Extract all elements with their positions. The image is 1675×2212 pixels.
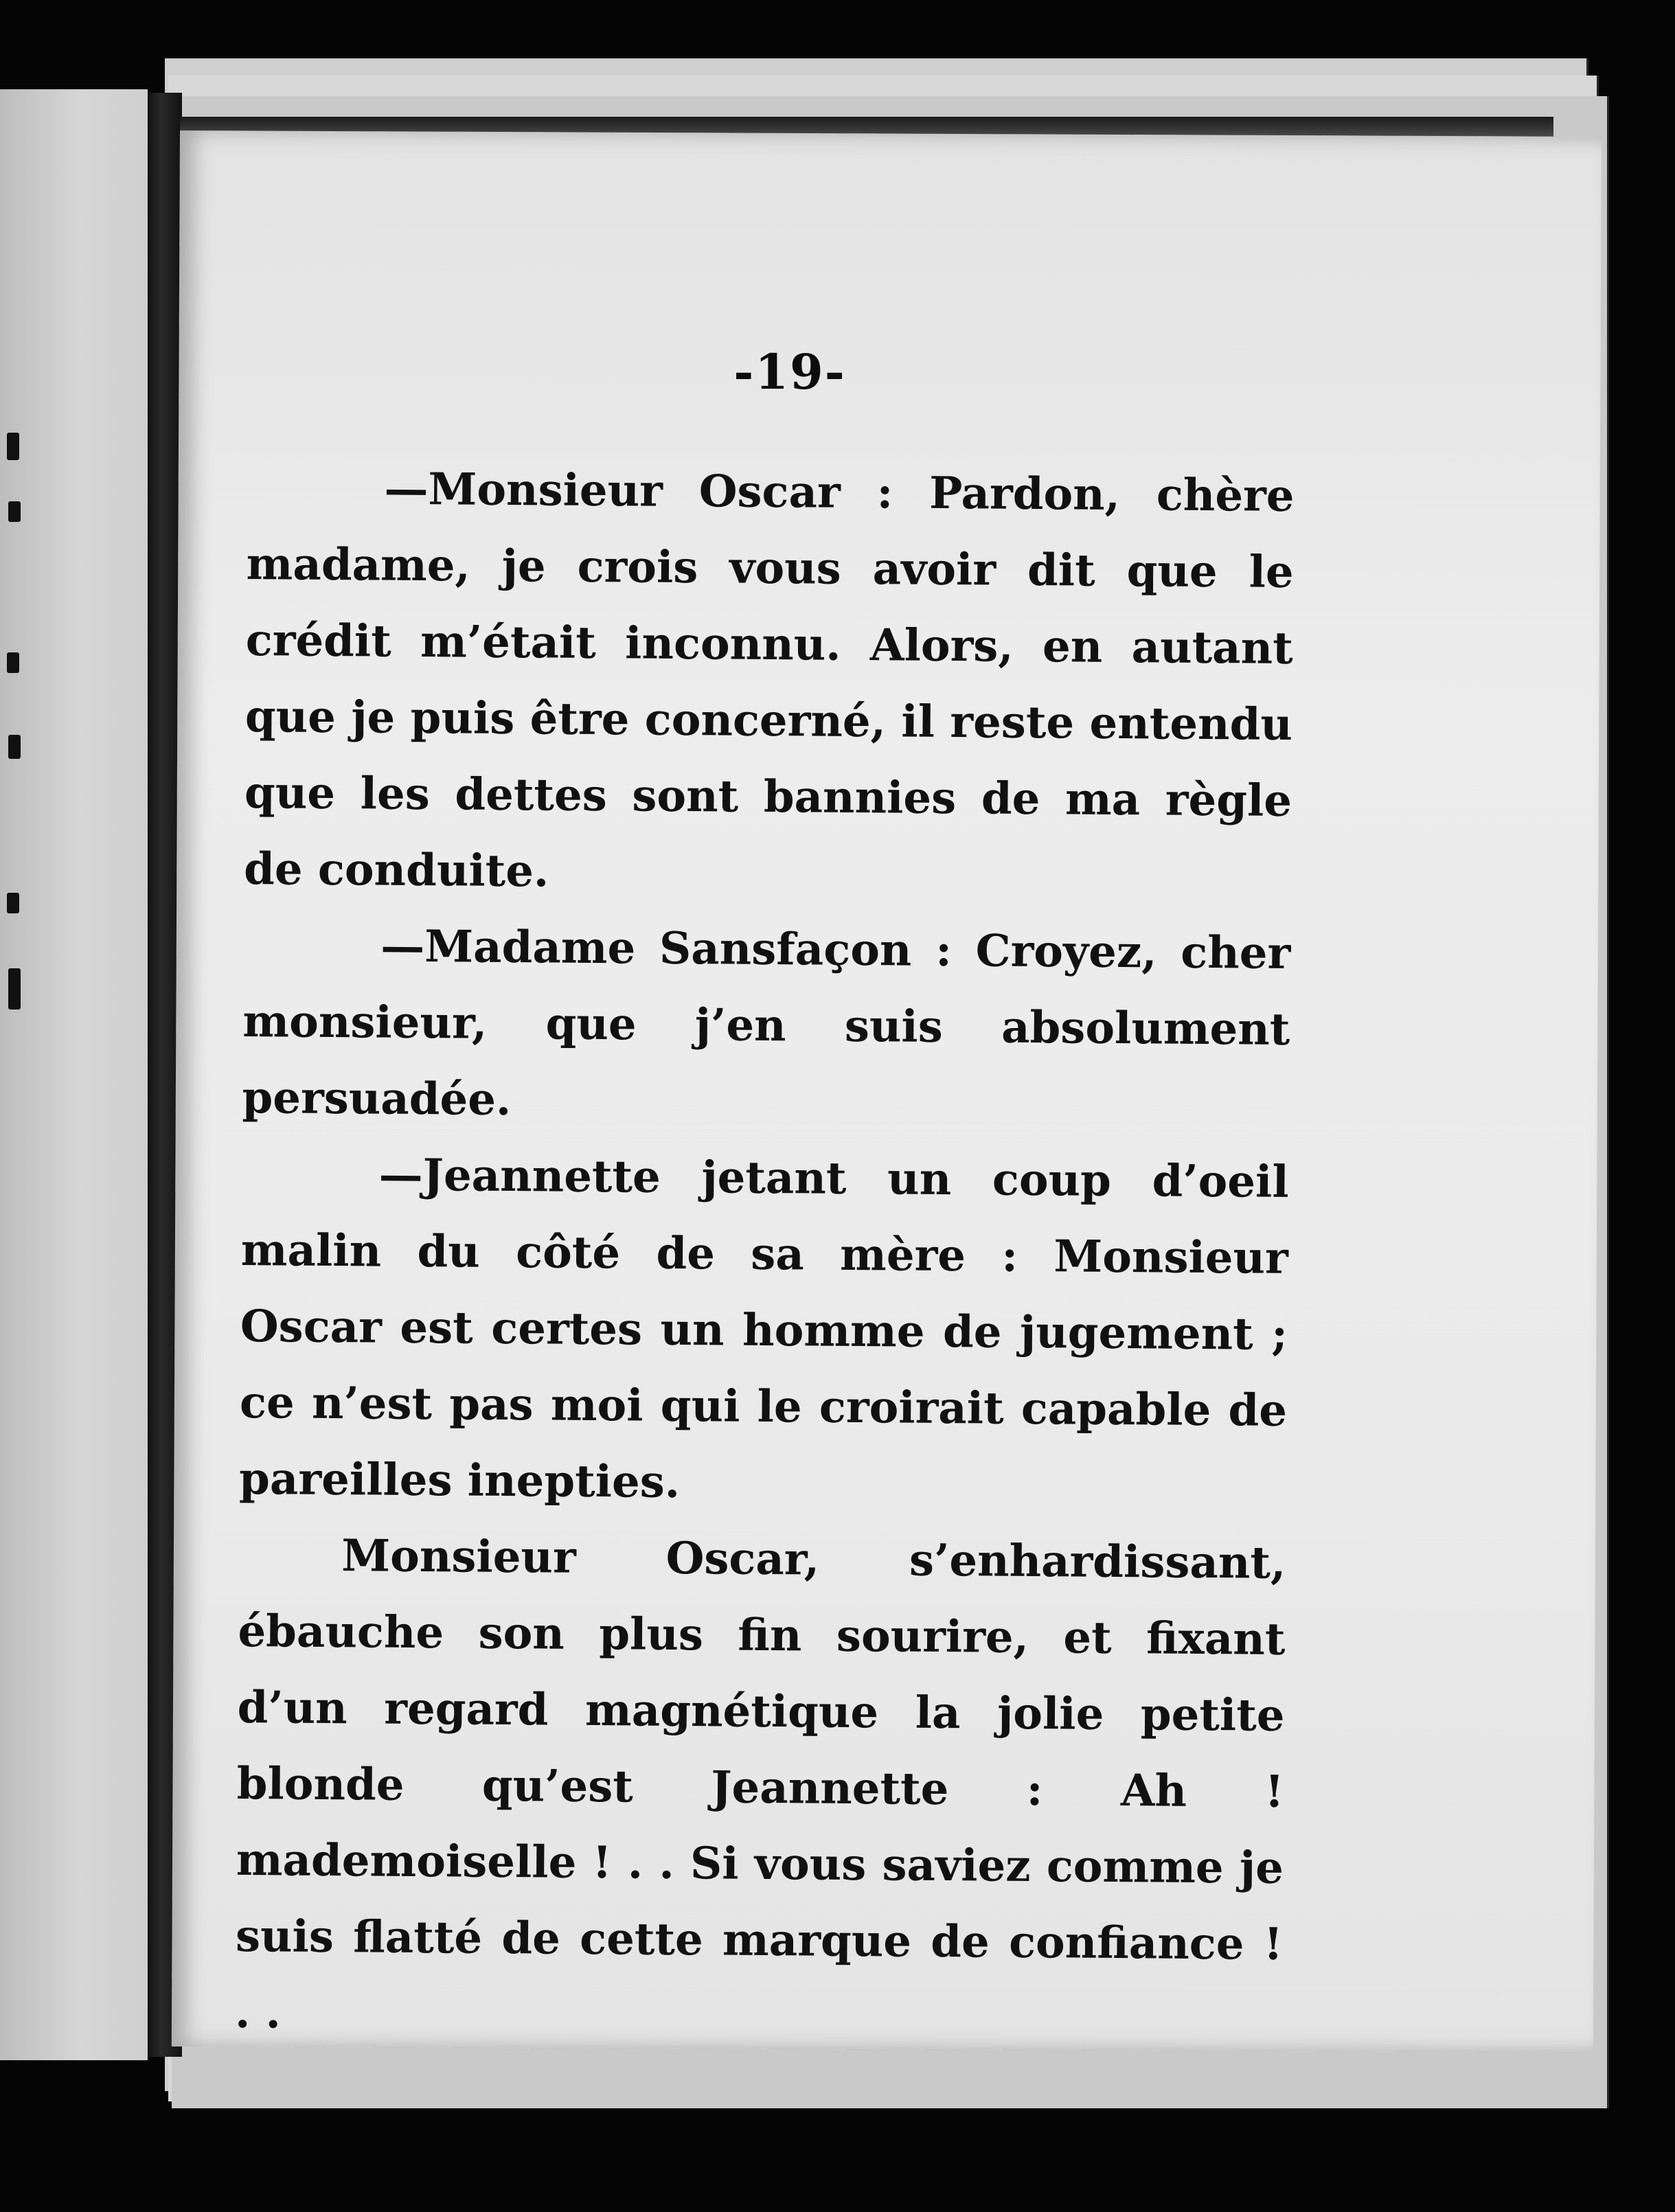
- text-fragment: [8, 968, 21, 1010]
- left-page-edge: [0, 89, 148, 2060]
- text-fragment: [8, 735, 21, 759]
- paragraph: —Madame Sansfaçon : Croyez, cher monsieur, que j’en suis absolument persuadée.: [242, 920, 1291, 1126]
- paragraph: Monsieur Oscar, s’enhardissant, ébauche son plus fin sourire, et fixant d’un regard magnétique la jolie petite blonde qu’est Jeannette : Ah ! mademoiselle ! . . Si vous saviez comme je suis flatté de cette marque de confiance ! . .: [234, 1530, 1286, 2039]
- page-text: [235, 450, 1295, 2059]
- text-fragment: [7, 893, 19, 913]
- text-fragment: [7, 433, 19, 460]
- page-number: -19-: [733, 343, 846, 400]
- text-fragment: [8, 501, 21, 522]
- paragraph: —Jeannette jetant un coup d’oeil malin du côté de sa mère : Monsieur Oscar est certes un homme de jugement ; ce n’est pas moi qui le croirait capable de pareilles inepties.: [238, 1149, 1289, 1508]
- paragraph: —Monsieur Oscar : Pardon, chère madame, je crois vous avoir dit que le crédit m’était inconnu. Alors, en autant que je puis être concerné, il reste entendu que les dettes sont bannies de ma règle de conduite.: [243, 463, 1295, 898]
- text-fragment: [7, 652, 19, 673]
